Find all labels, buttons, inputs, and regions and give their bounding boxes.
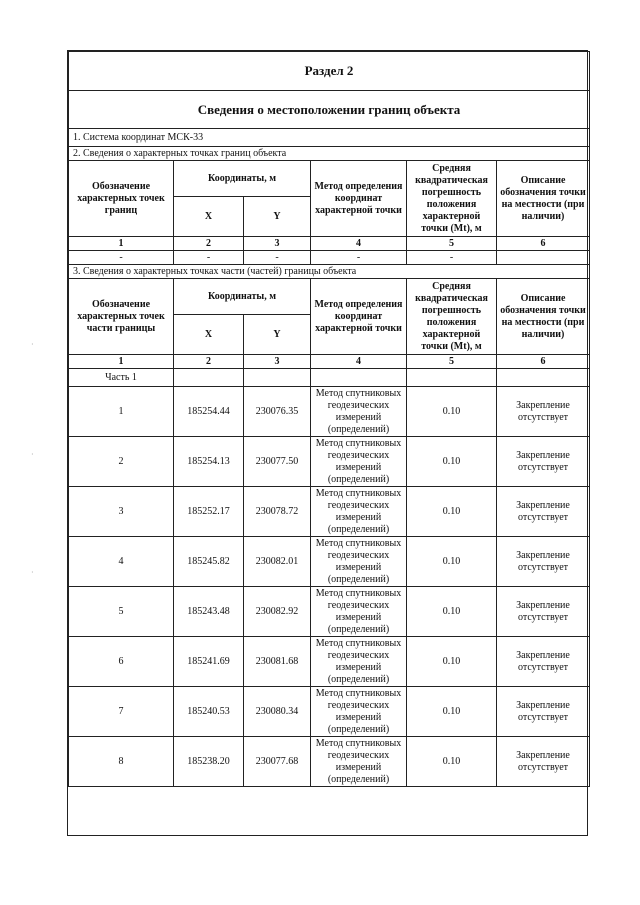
margin-mark: · bbox=[31, 568, 34, 577]
table-row bbox=[69, 637, 590, 687]
subsection-2-title: 2. Сведения о характерных точках границ объекта bbox=[69, 147, 590, 161]
col-number: 3 bbox=[244, 237, 311, 251]
col-number: 6 bbox=[497, 355, 590, 369]
col-number: 2 bbox=[174, 355, 244, 369]
point-n-cell: 6 bbox=[69, 637, 174, 687]
point-mt-cell: 0.10 bbox=[407, 437, 497, 487]
point-x-cell: 185240.53 bbox=[174, 687, 244, 737]
col-numbers-2-row bbox=[69, 237, 590, 251]
point-n-cell: 4 bbox=[69, 537, 174, 587]
header-3-description: Описание обозначения точки на местности (при наличии) bbox=[497, 279, 590, 355]
table-row bbox=[69, 537, 590, 587]
point-n-cell: 8 bbox=[69, 737, 174, 787]
col-number: 5 bbox=[407, 237, 497, 251]
point-method-cell: Метод спутниковых геодезических измерений (определений) bbox=[311, 387, 407, 437]
point-x-cell: 185254.13 bbox=[174, 437, 244, 487]
empty-cell: - bbox=[407, 251, 497, 265]
header-2-coords: Координаты, м bbox=[174, 161, 311, 197]
point-desc-cell: Закрепление отсутствует bbox=[497, 687, 590, 737]
point-mt-cell: 0.10 bbox=[407, 537, 497, 587]
header-2-method: Метод определения координат характерной точки bbox=[311, 161, 407, 237]
point-y-cell: 230082.01 bbox=[244, 537, 311, 587]
margin-mark: · bbox=[31, 450, 34, 459]
empty-cell bbox=[497, 251, 590, 265]
table-row bbox=[69, 587, 590, 637]
point-desc-cell: Закрепление отсутствует bbox=[497, 487, 590, 537]
header-3-designation: Обозначение характерных точек части границы bbox=[69, 279, 174, 355]
header-3-error: Средняя квадратическая погрешность положения характерной точки (Mt), м bbox=[407, 279, 497, 355]
col-numbers-3-row bbox=[69, 355, 590, 369]
point-y-cell: 230078.72 bbox=[244, 487, 311, 537]
document-page bbox=[67, 50, 588, 836]
subsection-2-row bbox=[69, 147, 590, 161]
point-desc-cell: Закрепление отсутствует bbox=[497, 637, 590, 687]
header-2-designation: Обозначение характерных точек границ bbox=[69, 161, 174, 237]
point-mt-cell: 0.10 bbox=[407, 737, 497, 787]
table-row bbox=[69, 487, 590, 537]
subsection-3-title: 3. Сведения о характерных точках части (частей) границы объекта bbox=[69, 265, 590, 279]
point-x-cell: 185254.44 bbox=[174, 387, 244, 437]
coord-system: 1. Система координат МСК-33 bbox=[69, 129, 590, 147]
header-2-error: Средняя квадратическая погрешность положения характерной точки (Mt), м bbox=[407, 161, 497, 237]
col-number: 4 bbox=[311, 237, 407, 251]
section-title-row bbox=[69, 52, 590, 91]
point-y-cell: 230080.34 bbox=[244, 687, 311, 737]
header-2-x: X bbox=[174, 197, 244, 237]
subsection-3-row bbox=[69, 265, 590, 279]
point-x-cell: 185238.20 bbox=[174, 737, 244, 787]
col-number: 1 bbox=[69, 355, 174, 369]
point-method-cell: Метод спутниковых геодезических измерений (определений) bbox=[311, 687, 407, 737]
section-subtitle-row bbox=[69, 91, 590, 129]
empty-cell: - bbox=[311, 251, 407, 265]
header-3-x: X bbox=[174, 315, 244, 355]
col-number: 3 bbox=[244, 355, 311, 369]
header-2-description: Описание обозначения точки на местности (при наличии) bbox=[497, 161, 590, 237]
header-3-y: Y bbox=[244, 315, 311, 355]
section-subtitle: Сведения о местоположении границ объекта bbox=[69, 91, 590, 129]
point-mt-cell: 0.10 bbox=[407, 387, 497, 437]
header-2-row-a bbox=[69, 161, 590, 197]
point-method-cell: Метод спутниковых геодезических измерений (определений) bbox=[311, 637, 407, 687]
empty-cell: - bbox=[69, 251, 174, 265]
point-x-cell: 185252.17 bbox=[174, 487, 244, 537]
point-y-cell: 230076.35 bbox=[244, 387, 311, 437]
part-row bbox=[69, 369, 590, 387]
point-desc-cell: Закрепление отсутствует bbox=[497, 737, 590, 787]
point-method-cell: Метод спутниковых геодезических измерений (определений) bbox=[311, 737, 407, 787]
col-number: 4 bbox=[311, 355, 407, 369]
point-method-cell: Метод спутниковых геодезических измерений (определений) bbox=[311, 437, 407, 487]
col-number: 2 bbox=[174, 237, 244, 251]
table-row bbox=[69, 687, 590, 737]
point-y-cell: 230077.50 bbox=[244, 437, 311, 487]
section-title: Раздел 2 bbox=[69, 52, 590, 91]
point-n-cell: 2 bbox=[69, 437, 174, 487]
point-n-cell: 5 bbox=[69, 587, 174, 637]
point-n-cell: 1 bbox=[69, 387, 174, 437]
empty-cell: - bbox=[174, 251, 244, 265]
header-2-y: Y bbox=[244, 197, 311, 237]
point-method-cell: Метод спутниковых геодезических измерений (определений) bbox=[311, 587, 407, 637]
point-mt-cell: 0.10 bbox=[407, 587, 497, 637]
point-x-cell: 185241.69 bbox=[174, 637, 244, 687]
col-number: 6 bbox=[497, 237, 590, 251]
point-x-cell: 185245.82 bbox=[174, 537, 244, 587]
header-3-method: Метод определения координат характерной точки bbox=[311, 279, 407, 355]
table-row bbox=[69, 437, 590, 487]
point-x-cell: 185243.48 bbox=[174, 587, 244, 637]
point-n-cell: 3 bbox=[69, 487, 174, 537]
point-method-cell: Метод спутниковых геодезических измерений (определений) bbox=[311, 537, 407, 587]
point-mt-cell: 0.10 bbox=[407, 637, 497, 687]
point-mt-cell: 0.10 bbox=[407, 687, 497, 737]
point-desc-cell: Закрепление отсутствует bbox=[497, 437, 590, 487]
col-number: 1 bbox=[69, 237, 174, 251]
coord-system-row bbox=[69, 129, 590, 147]
point-desc-cell: Закрепление отсутствует bbox=[497, 537, 590, 587]
point-y-cell: 230082.92 bbox=[244, 587, 311, 637]
part-label: Часть 1 bbox=[69, 369, 174, 387]
header-3-row-a bbox=[69, 279, 590, 315]
point-mt-cell: 0.10 bbox=[407, 487, 497, 537]
margin-mark: · bbox=[31, 340, 34, 349]
table-row bbox=[69, 737, 590, 787]
point-method-cell: Метод спутниковых геодезических измерений (определений) bbox=[311, 487, 407, 537]
boundary-table bbox=[68, 51, 590, 787]
header-3-coords: Координаты, м bbox=[174, 279, 311, 315]
point-y-cell: 230077.68 bbox=[244, 737, 311, 787]
page-bottom-space bbox=[68, 787, 587, 817]
empty-cell: - bbox=[244, 251, 311, 265]
point-y-cell: 230081.68 bbox=[244, 637, 311, 687]
table-row bbox=[69, 387, 590, 437]
empty-row bbox=[69, 251, 590, 265]
point-desc-cell: Закрепление отсутствует bbox=[497, 587, 590, 637]
point-desc-cell: Закрепление отсутствует bbox=[497, 387, 590, 437]
col-number: 5 bbox=[407, 355, 497, 369]
point-n-cell: 7 bbox=[69, 687, 174, 737]
